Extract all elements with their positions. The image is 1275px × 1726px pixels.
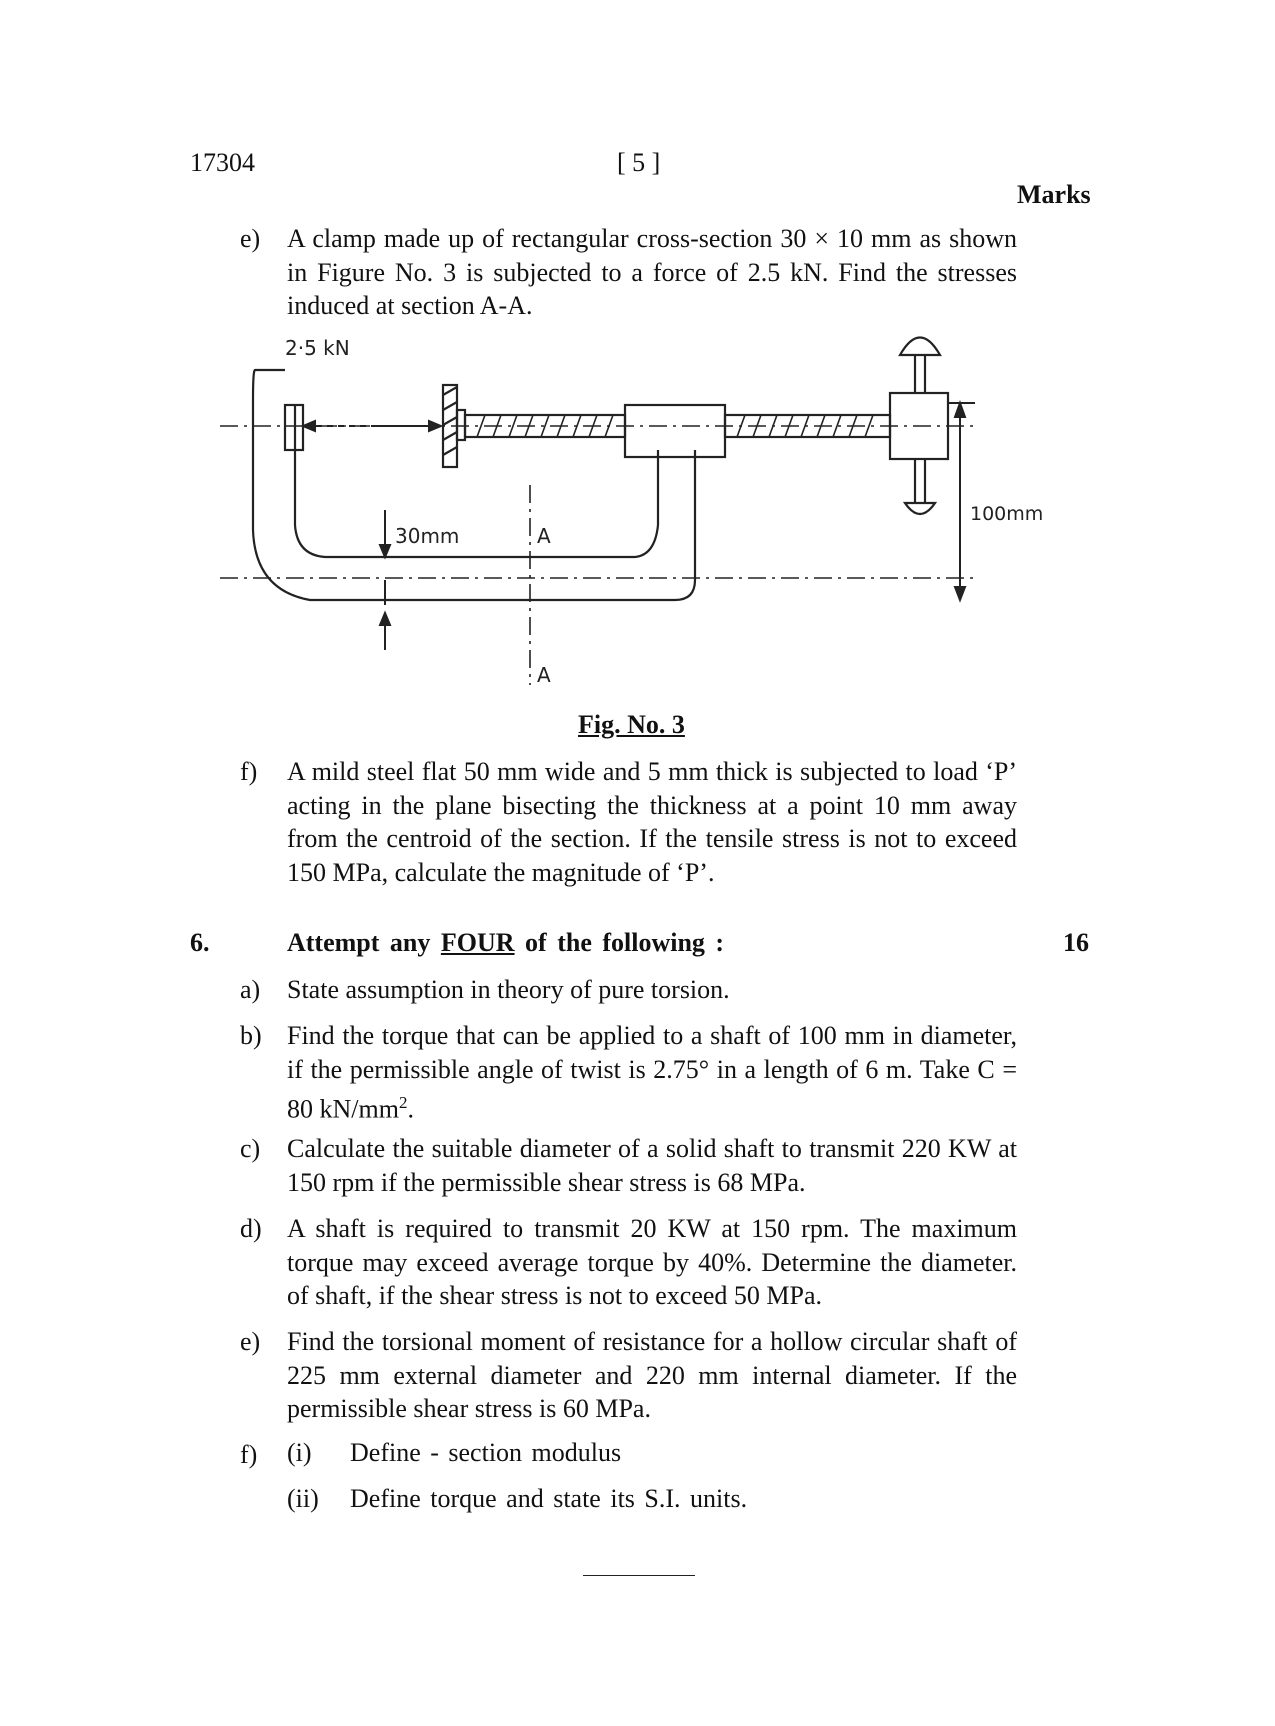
q6d-label: d) — [240, 1214, 262, 1243]
clamp-figure — [215, 325, 1045, 705]
q6f-i-label: (i) — [287, 1438, 312, 1467]
q6d-text: A shaft is required to transmit 20 KW at 150 rpm. The maximum torque may exceed average torque by 40%. Determine the diameter. of shaft, if the shear stress is not to exceed 50 MPa. — [287, 1214, 1017, 1310]
q6e-label: e) — [240, 1327, 261, 1356]
q6c-text: Calculate the suitable diameter of a solid shaft to transmit 220 KW at 150 rpm if the permissible shear stress is 68 MPa. — [287, 1134, 1017, 1197]
q5e-text: A clamp made up of rectangular cross-section 30 × 10 mm as shown in Figure No. 3 is subjected to a force of 2.5 kN. Find the stresses induced at section A-A. — [287, 224, 1017, 320]
end-rule — [583, 1575, 695, 1576]
q6c-label: c) — [240, 1134, 261, 1163]
q6a-text: State assumption in theory of pure torsion. — [287, 975, 730, 1004]
q6-marks: 16 — [1063, 928, 1089, 957]
clamp-frame-inner — [295, 405, 658, 557]
figure-caption: Fig. No. 3 — [578, 710, 685, 739]
q5f-text: A mild steel flat 50 mm wide and 5 mm thick is subjected to load ‘P’ acting in the plane bisecting the thickness at a point 10 mm away from the centroid of the section. If the tensile stress is not to exceed 150 MPa, calculate the magnitude of ‘P’. — [287, 757, 1017, 887]
force-label: 2·5 kN — [285, 336, 350, 360]
q6-heading-key: FOUR — [440, 928, 515, 957]
q6b-tail: . — [407, 1094, 414, 1124]
q6a-label: a) — [240, 975, 261, 1004]
q6e-text: Find the torsional moment of resistance for a hollow circular shaft of 225 mm external diameter and 220 mm internal diameter. If the permissible shear stress is 60 MPa. — [287, 1327, 1017, 1423]
q6f-ii-text: Define torque and state its S.I. units. — [350, 1484, 748, 1513]
q6-number: 6. — [190, 928, 210, 957]
marks-heading: Marks — [1017, 180, 1091, 209]
q6-heading-pre: Attempt any — [287, 928, 431, 957]
offset-label: 100mm — [970, 503, 1044, 525]
page-number: [ 5 ] — [617, 148, 661, 177]
q6b-label: b) — [240, 1021, 262, 1050]
q6b-body: Find the torque that can be applied to a shaft of 100 mm in diameter, if the permissible angle of twist is 2.75° in a length of 6 m. Take C = 80 kN/mm — [287, 1021, 1017, 1124]
frame-boss — [625, 405, 725, 457]
section-bottom-label: A — [537, 663, 551, 687]
q6f-i-text: Define - section modulus — [350, 1438, 622, 1467]
q6-heading — [287, 928, 724, 958]
section-top-label: A — [537, 524, 551, 548]
q6f-ii-label: (ii) — [287, 1484, 319, 1513]
q5f-label: f) — [240, 757, 258, 786]
paper-code: 17304 — [190, 148, 255, 177]
q6f-label: f) — [240, 1440, 258, 1469]
q6b-sup: 2 — [398, 1093, 408, 1112]
q5e-label: e) — [240, 224, 261, 253]
depth-label: 30mm — [395, 524, 460, 548]
q6b-text — [287, 1019, 1017, 1126]
q6-heading-post: of the following : — [525, 928, 725, 957]
